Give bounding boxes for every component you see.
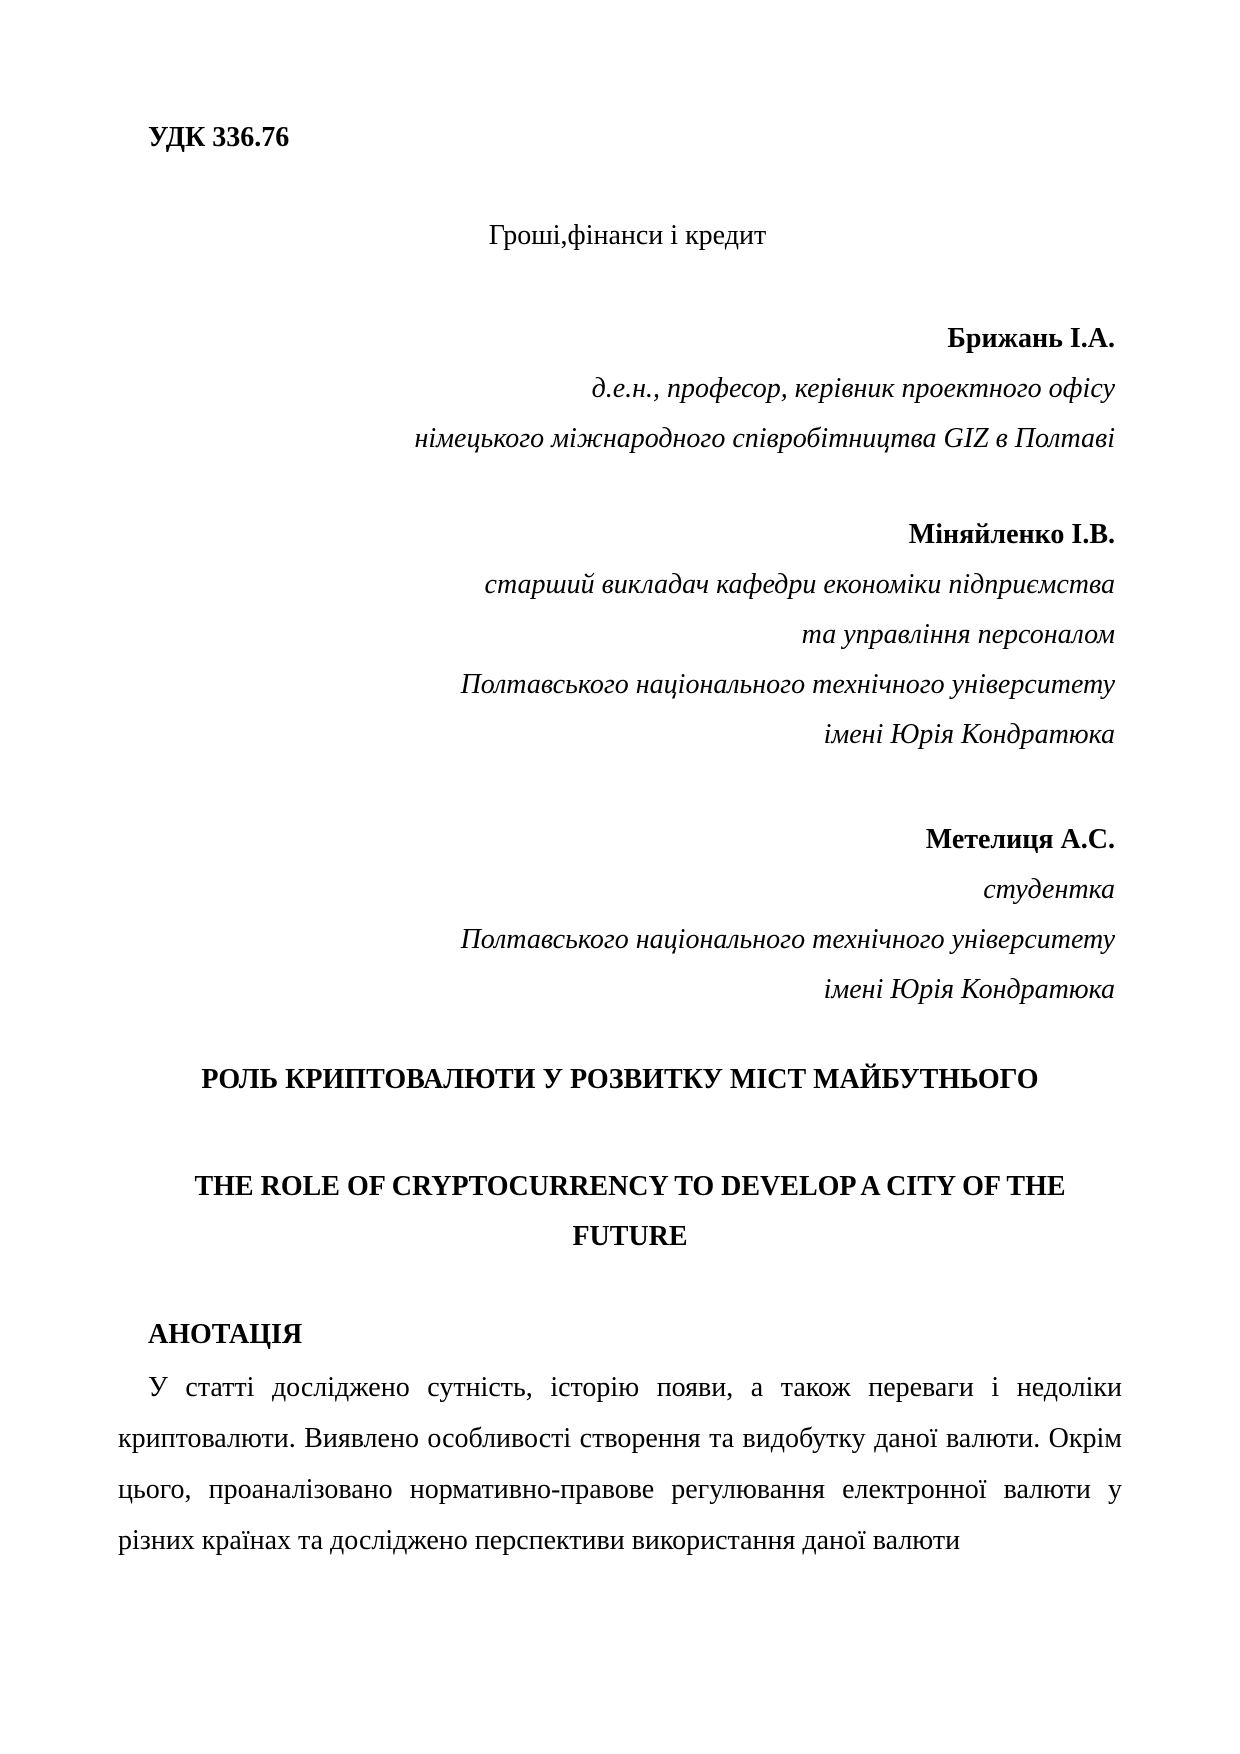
author-affiliation-line: д.е.н., професор, керівник проектного офісу xyxy=(591,373,1115,404)
author-affiliation-line: німецького міжнародного співробітництва GIZ в Полтаві xyxy=(414,423,1115,454)
author-block xyxy=(215,314,1115,464)
author-affiliation-line: імені Юрія Кондратюка xyxy=(823,974,1115,1005)
article-title-ukrainian: РОЛЬ КРИПТОВАЛЮТИ У РОЗВИТКУ МІСТ МАЙБУТНЬОГО xyxy=(201,1064,1039,1095)
author-name: Міняйленко І.В. xyxy=(908,519,1115,550)
article-title-english: THE ROLE OF CRYPTOCURRENCY TO DEVELOP A CITY OF THE FUTURE xyxy=(194,1171,1066,1252)
author-name: Метелиця А.С. xyxy=(925,824,1115,855)
section-heading: Гроші,фінанси і кредит xyxy=(488,220,767,251)
author-affiliation-line: імені Юрія Кондратюка xyxy=(823,719,1115,750)
author-block xyxy=(215,510,1115,760)
author-name: Брижань І.А. xyxy=(947,323,1115,354)
author-affiliation-line: Полтавського національного технічного університету xyxy=(460,924,1115,955)
author-affiliation-line: та управління персоналом xyxy=(801,619,1115,650)
author-affiliation-line: студентка xyxy=(983,874,1115,905)
abstract-heading: АНОТАЦІЯ xyxy=(148,1319,303,1350)
author-affiliation-line: старший викладач кафедри економіки підприємства xyxy=(484,569,1115,600)
author-affiliation-line: Полтавського національного технічного університету xyxy=(460,669,1115,700)
author-block xyxy=(215,815,1115,1015)
udc-code: УДК 336.76 xyxy=(148,122,290,153)
abstract-text: У статті досліджено сутність, історію появи, а також переваги і недоліки криптовалюти. Виявлено особливості створення та видобутку даної валюти. Окрім цього, проаналізовано нормативно-правове регулювання електронної валюти у різних країнах та досліджено перспективи використання даної валюти xyxy=(118,1372,1122,1556)
